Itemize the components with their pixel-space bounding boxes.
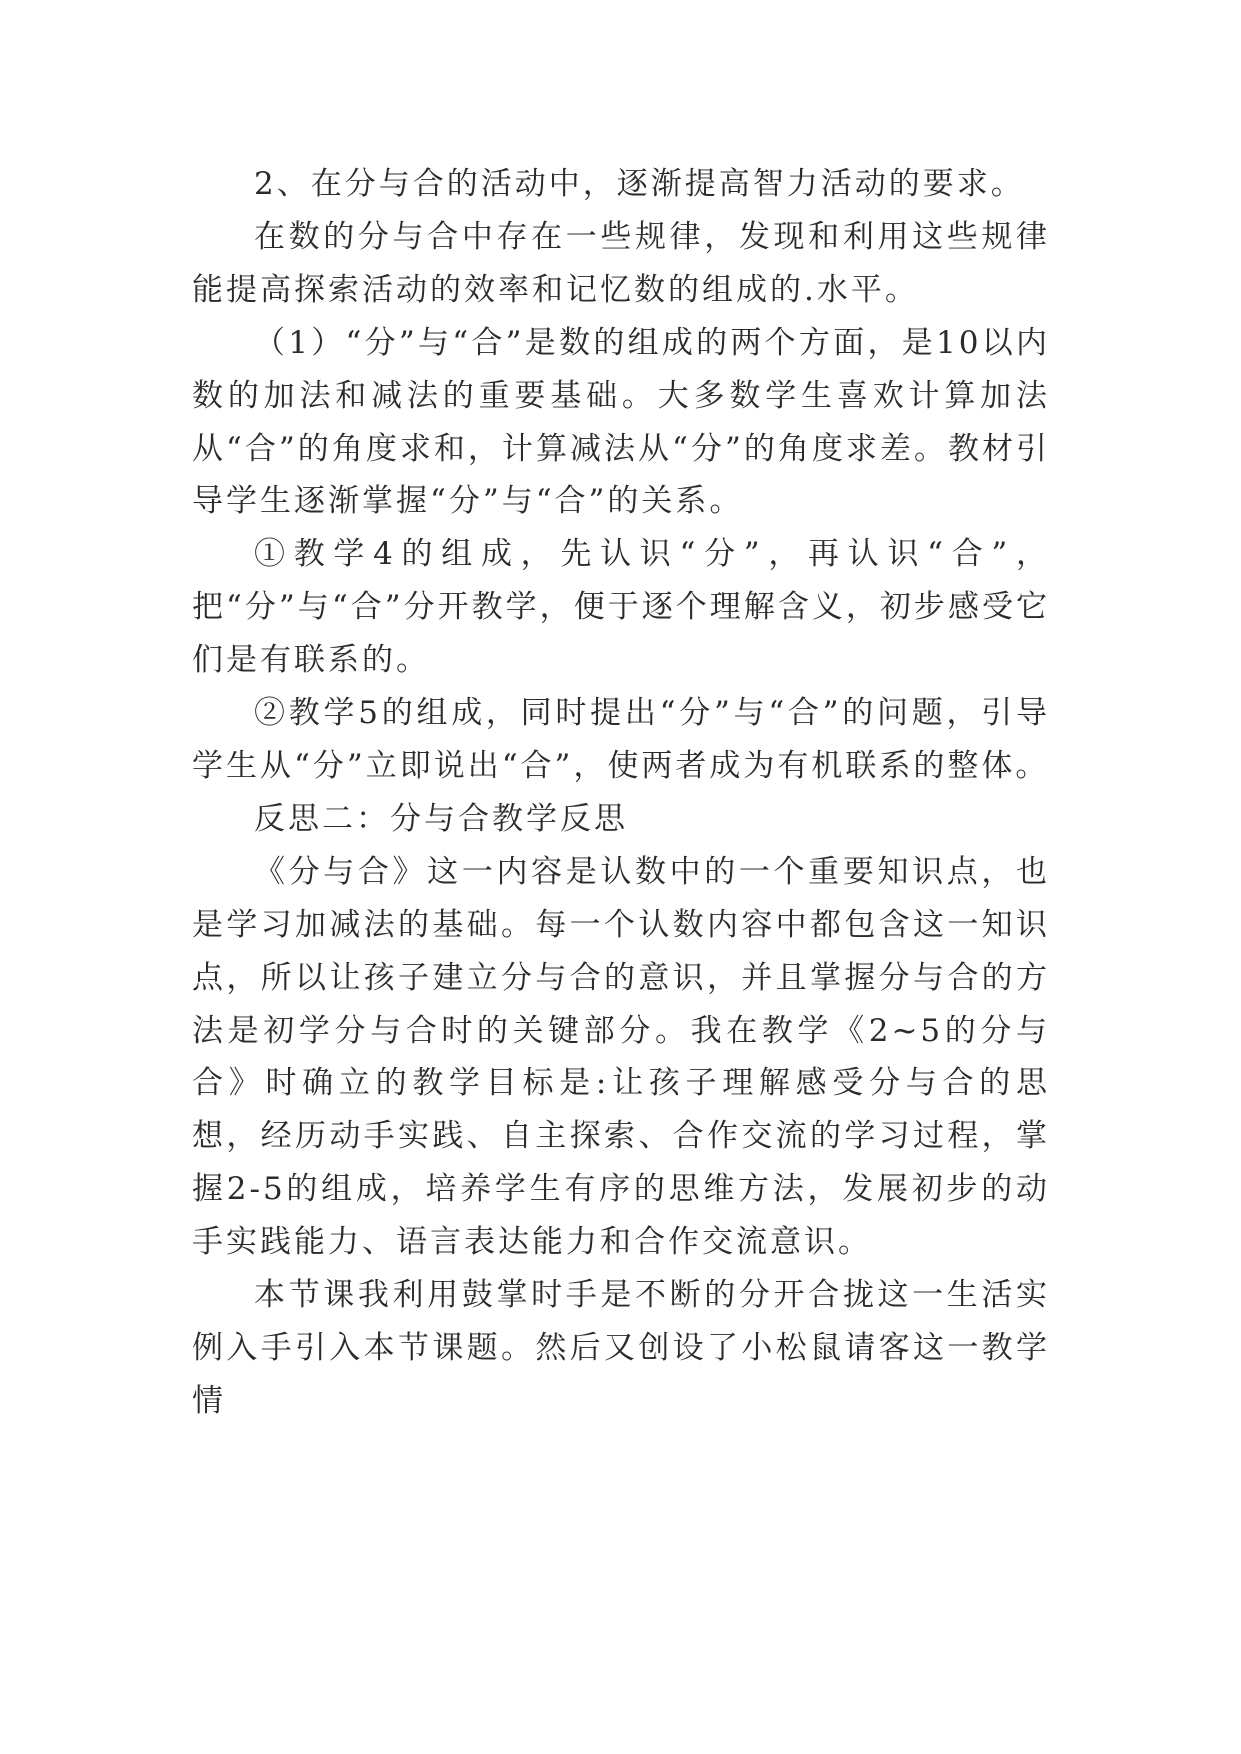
paragraph: ②教学5的组成，同时提出“分”与“合”的问题，引导学生从“分”立即说出“合”，使两者成为有机联系的整体。 xyxy=(192,695,1050,784)
document-body xyxy=(192,158,1050,1428)
paragraph: （1）“分”与“合”是数的组成的两个方面，是10以内数的加法和减法的重要基础。大多数学生喜欢计算加法从“合”的角度求和，计算减法从“分”的角度求差。教材引导学生逐渐掌握“分”与“合”的关系。 xyxy=(192,324,1050,520)
paragraph: 《分与合》这一内容是认数中的一个重要知识点，也是学习加减法的基础。每一个认数内容中都包含这一知识点，所以让孩子建立分与合的意识，并且掌握分与合的方法是初学分与合时的关键部分。我在教学《2~5的分与合》时确立的教学目标是:让孩子理解感受分与合的思想，经历动手实践、自主探索、合作交流的学习过程，掌握2-5的组成，培养学生有序的思维方法，发展初步的动手实践能力、语言表达能力和合作交流意识。 xyxy=(192,853,1050,1261)
paragraph-section-heading: 2、在分与合的活动中，逐渐提高智力活动的要求。 xyxy=(254,166,1025,202)
paragraph: 本节课我利用鼓掌时手是不断的分开合拢这一生活实例入手引入本节课题。然后又创设了小松鼠请客这一教学情 xyxy=(192,1277,1050,1419)
paragraph: 在数的分与合中存在一些规律，发现和利用这些规律能提高探索活动的效率和记忆数的组成的.水平。 xyxy=(192,218,1050,308)
paragraph: ①教学4的组成，先认识“分”，再认识“合”，把“分”与“合”分开教学，便于逐个理解含义，初步感受它们是有联系的。 xyxy=(192,536,1050,679)
paragraph-subheading: 反思二：分与合教学反思 xyxy=(254,800,628,837)
